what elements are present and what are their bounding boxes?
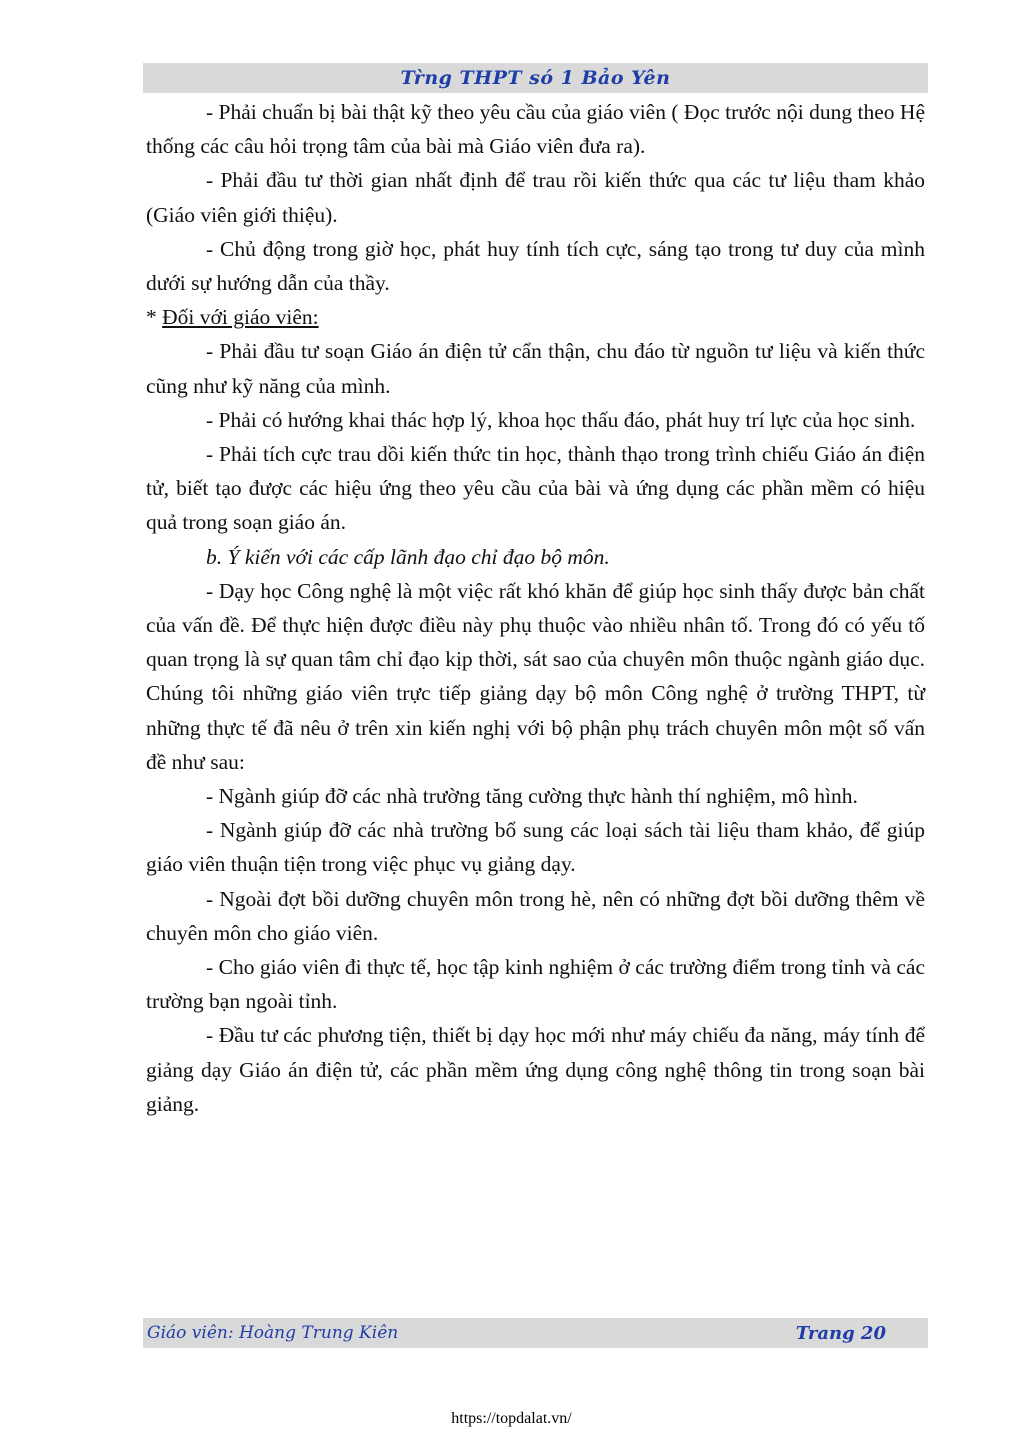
paragraph: - Dạy học Công nghệ là một việc rất khó khăn để giúp học sinh thấy được bản chất của vấn đề. Để thực hiện được điều này phụ thuộc vào nhiều nhân tố. Trong đó có yếu tố quan trọng là sự quan tâm chỉ đạo kịp thời, sát sao của chuyên môn thuộc ngành giáo dục. Chúng tôi những giáo viên trực tiếp giảng dạy bộ môn Công nghệ ở trường THPT, từ những thực tế đã nêu ở trên xin kiến nghị với bộ phận phụ trách chuyên môn một số vấn đề như sau: [146, 578, 925, 774]
bullet-marker: * [146, 305, 163, 330]
paragraph: - Phải chuẩn bị bài thật kỹ theo yêu cầu của giáo viên ( Đọc trước nội dung theo Hệ thống các câu hỏi trọng tâm của bài mà Giáo viên đưa ra). [146, 100, 925, 159]
document-body [146, 95, 925, 1121]
footer-author: Giáo viên: Hoàng Trung Kiên [147, 1323, 399, 1343]
paragraph: - Ngành giúp đỡ các nhà trường tăng cường thực hành thí nghiệm, mô hình. [206, 784, 858, 809]
subsection-heading: b. Ý kiến với các cấp lãnh đạo chỉ đạo bộ môn. [206, 544, 610, 569]
school-name: Tr̀ng THPT só 1 Bảo Yên [400, 67, 671, 89]
page-footer [143, 1318, 928, 1348]
paragraph: - Đầu tư các phương tiện, thiết bị dạy học mới như máy chiếu đa năng, máy tính để giảng dạy Giáo án điện tử, các phần mềm ứng dụng công nghệ thông tin trong soạn bài giảng. [146, 1023, 925, 1116]
section-heading-text [146, 305, 319, 329]
paragraph: - Phải đầu tư soạn Giáo án điện tử cẩn thận, chu đáo từ nguồn tư liệu và kiến thức cũng như kỹ năng của mình. [146, 339, 925, 398]
page-header [143, 63, 928, 93]
paragraph: - Phải có hướng khai thác hợp lý, khoa học thấu đáo, phát huy trí lực của học sinh. [206, 407, 916, 432]
page-number: Trang 20 [795, 1323, 886, 1344]
paragraph: - Phải đầu tư thời gian nhất định để trau rồi kiến thức qua các tư liệu tham khảo (Giáo viên giới thiệu). [146, 168, 925, 227]
paragraph: - Phải tích cực trau dồi kiến thức tin học, thành thạo trong trình chiếu Giáo án điện tử, biết tạo được các hiệu ứng theo yêu cầu của bài và ứng dụng các phần mềm có hiệu quả trong soạn giáo án. [146, 442, 925, 535]
section-heading-teacher [146, 300, 925, 334]
source-url: https://topdalat.vn/ [451, 1410, 572, 1427]
paragraph: - Cho giáo viên đi thực tế, học tập kinh nghiệm ở các trường điểm trong tỉnh và các trường bạn ngoài tỉnh. [146, 955, 925, 1014]
paragraph: - Chủ động trong giờ học, phát huy tính tích cực, sáng tạo trong tư duy của mình dưới sự hướng dẫn của thầy. [146, 236, 925, 296]
paragraph: - Ngoài đợt bồi dưỡng chuyên môn trong hè, nên có những đợt bồi dưỡng thêm về chuyên môn cho giáo viên. [146, 886, 925, 945]
paragraph: - Ngành giúp đỡ các nhà trường bổ sung các loại sách tài liệu tham khảo, để giúp giáo viên thuận tiện trong việc phục vụ giảng dạy. [146, 818, 925, 877]
section-heading-underlined: Đối với giáo viên: [162, 305, 319, 330]
